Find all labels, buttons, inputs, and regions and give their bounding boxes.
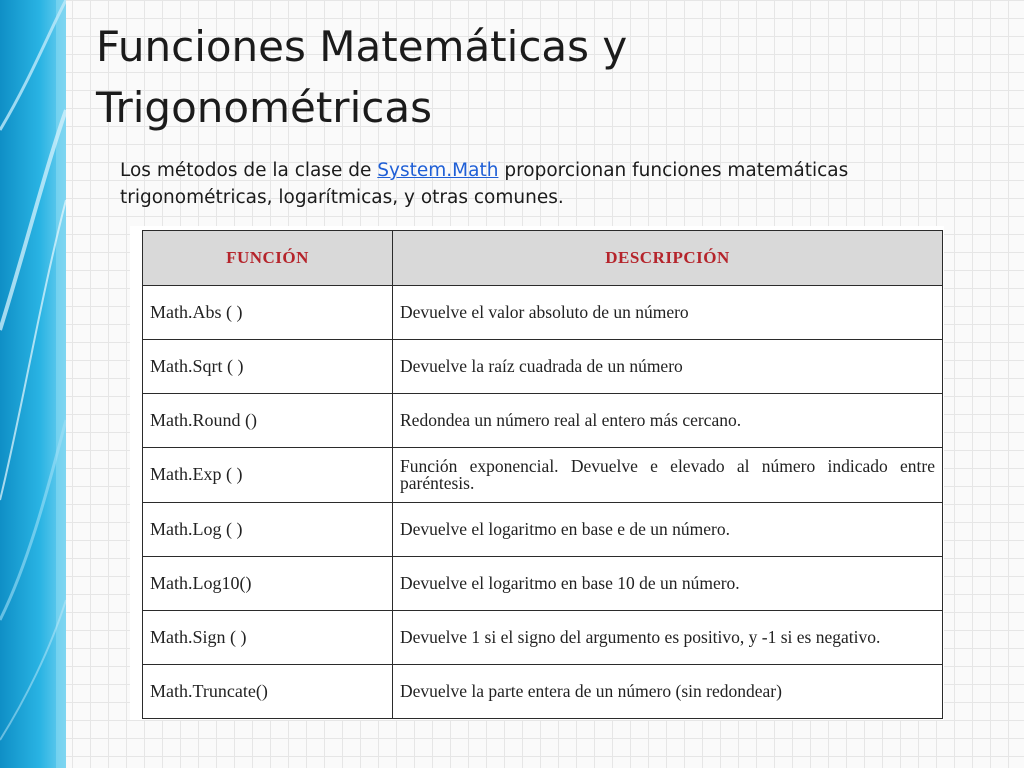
functions-table [142,230,943,719]
table-row [143,448,943,502]
header-descripcion: DESCRIPCIÓN [393,231,943,286]
description-cell: Devuelve la parte entera de un número (sin redondear) [393,664,943,718]
decorative-side-band [0,0,66,768]
description-cell: Devuelve el logaritmo en base 10 de un número. [393,556,943,610]
description-cell: Función exponencial. Devuelve e elevado al número indicado entre paréntesis. [393,448,943,502]
function-cell: Math.Sqrt ( ) [143,340,393,394]
function-cell: Math.Truncate() [143,664,393,718]
table-row [143,664,943,718]
table-header-row [143,231,943,286]
intro-paragraph [120,157,960,211]
table-row [143,340,943,394]
function-cell: Math.Log10() [143,556,393,610]
function-cell: Math.Abs ( ) [143,286,393,340]
intro-text-after-link: proporcionan funciones matemáticas trigonométricas, logarítmicas, y otras comunes. [120,160,849,208]
table-row [143,502,943,556]
function-cell: Math.Round () [143,394,393,448]
functions-table-container [130,226,944,720]
table-row [143,394,943,448]
function-cell: Math.Log ( ) [143,502,393,556]
description-cell: Devuelve el logaritmo en base e de un número. [393,502,943,556]
table-row [143,286,943,340]
description-cell: Devuelve 1 si el signo del argumento es positivo, y -1 si es negativo. [393,610,943,664]
description-cell: Redondea un número real al entero más cercano. [393,394,943,448]
function-cell: Math.Sign ( ) [143,610,393,664]
intro-text-before-link: Los métodos de la clase de [120,160,378,181]
slide-title: Funciones Matemáticas y Trigonométricas [96,22,628,132]
table-row [143,556,943,610]
wave-decoration-icon [0,0,66,768]
function-cell: Math.Exp ( ) [143,448,393,502]
header-funcion: FUNCIÓN [143,231,393,286]
description-cell: Devuelve la raíz cuadrada de un número [393,340,943,394]
description-cell: Devuelve el valor absoluto de un número [393,286,943,340]
table-row [143,610,943,664]
system-math-link[interactable]: System.Math [377,160,499,181]
